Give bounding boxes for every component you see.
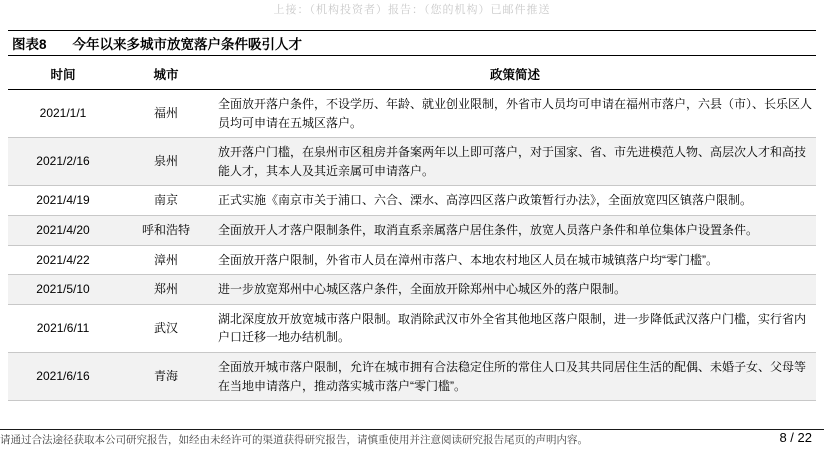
cell-city: 泉州 bbox=[118, 138, 214, 186]
cell-date: 2021/4/22 bbox=[8, 245, 118, 275]
table-row bbox=[8, 90, 816, 138]
table-header-row bbox=[8, 60, 816, 90]
cell-date: 2021/4/20 bbox=[8, 215, 118, 245]
cell-description: 全面放开城市落户限制，允许在城市拥有合法稳定住所的常住人口及其共同居住生活的配偶、未婚子女、父母等在当地申请落户，推动落实城市落户“零门槛”。 bbox=[214, 352, 816, 400]
cell-city: 漳州 bbox=[118, 245, 214, 275]
cell-date: 2021/2/16 bbox=[8, 138, 118, 186]
cell-date: 2021/5/10 bbox=[8, 275, 118, 305]
cell-description: 正式实施《南京市关于浦口、六合、溧水、高淳四区落户政策暂行办法》，全面放宽四区镇落户限制。 bbox=[214, 186, 816, 216]
cell-city: 南京 bbox=[118, 186, 214, 216]
exhibit-title: 今年以来多城市放宽落户条件吸引人才 bbox=[72, 37, 303, 52]
page-watermark: 上接：（机构投资者）报告：（您的机构）已邮件推送 bbox=[273, 4, 551, 16]
cell-city: 武汉 bbox=[118, 304, 214, 352]
table-row bbox=[8, 352, 816, 400]
cell-date: 2021/4/19 bbox=[8, 186, 118, 216]
table-row bbox=[8, 275, 816, 305]
page-number: 8 / 22 bbox=[779, 430, 812, 445]
column-header-city: 城市 bbox=[118, 60, 214, 90]
cell-description: 全面放开落户限制，外省市人员在漳州市落户、本地农村地区人员在城市城镇落户均“零门槛”。 bbox=[214, 245, 816, 275]
table-row bbox=[8, 138, 816, 186]
table-body bbox=[8, 90, 816, 401]
cell-city: 呼和浩特 bbox=[118, 215, 214, 245]
cell-description: 湖北深度放开放宽城市落户限制。取消除武汉市外全省其他地区落户限制，进一步降低武汉落户门槛，实行省内户口迁移一地办结机制。 bbox=[214, 304, 816, 352]
table-header bbox=[8, 60, 816, 90]
table-row bbox=[8, 245, 816, 275]
exhibit-number: 图表8 bbox=[12, 37, 47, 52]
cell-city: 青海 bbox=[118, 352, 214, 400]
cell-date: 2021/6/16 bbox=[8, 352, 118, 400]
cell-date: 2021/1/1 bbox=[8, 90, 118, 138]
cell-description: 放开落户门槛，在泉州市区租房并备案两年以上即可落户，对于国家、省、市先进模范人物、高层次人才和高技能人才，其本人及其近亲属可申请落户。 bbox=[214, 138, 816, 186]
footer-disclaimer: 请通过合法途径获取本公司研究报告，如经由未经许可的渠道获得研究报告，请慎重使用并注意阅读研究报告尾页的声明内容。 bbox=[0, 434, 588, 446]
cell-description: 进一步放宽郑州中心城区落户条件，全面放开除郑州中心城区外的落户限制。 bbox=[214, 275, 816, 305]
cell-date: 2021/6/11 bbox=[8, 304, 118, 352]
column-header-date: 时间 bbox=[8, 60, 118, 90]
cell-city: 郑州 bbox=[118, 275, 214, 305]
table-row bbox=[8, 186, 816, 216]
table-row bbox=[8, 215, 816, 245]
cell-description: 全面放开落户条件，不设学历、年龄、就业创业限制，外省市人员均可申请在福州市落户，六县（市）、长乐区人员均可申请在五城区落户。 bbox=[214, 90, 816, 138]
cell-city: 福州 bbox=[118, 90, 214, 138]
column-header-description: 政策简述 bbox=[214, 60, 816, 90]
policy-table bbox=[8, 60, 816, 401]
cell-description: 全面放开人才落户限制条件，取消直系亲属落户居住条件，放宽人员落户条件和单位集体户设置条件。 bbox=[214, 215, 816, 245]
table-row bbox=[8, 304, 816, 352]
exhibit-title-bar bbox=[8, 30, 816, 56]
page-footer bbox=[0, 430, 824, 452]
